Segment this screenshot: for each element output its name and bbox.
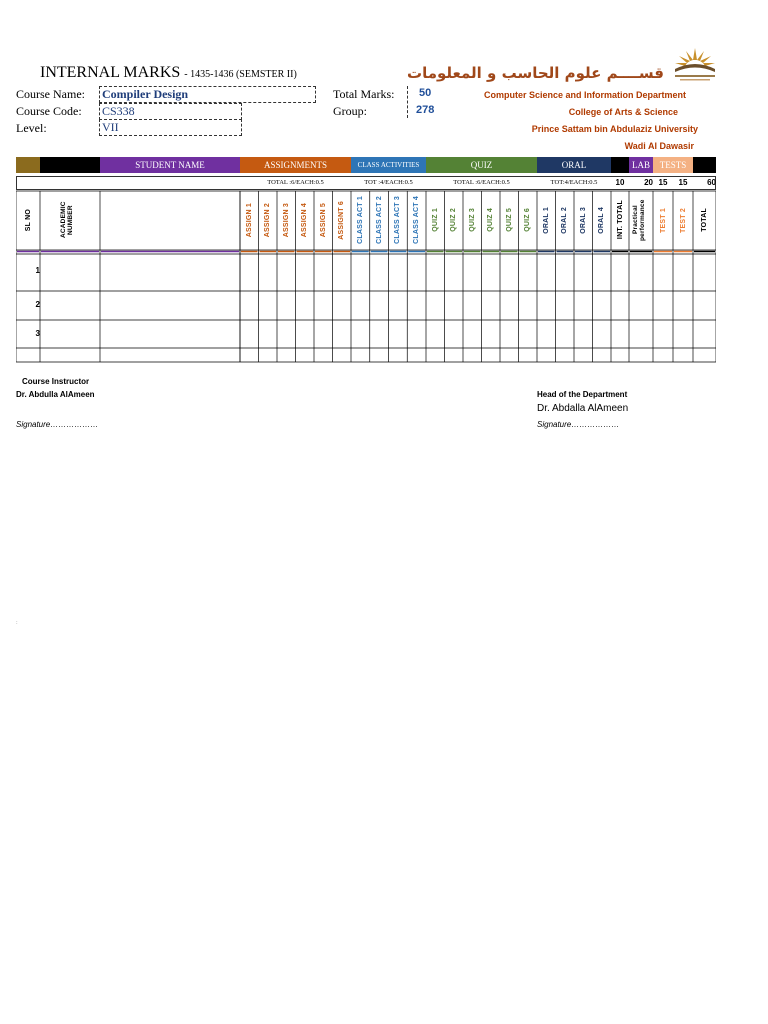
col-academic-number-label: ACADEMIC NUMBER: [60, 201, 74, 239]
col-heading: [673, 191, 693, 249]
level-value: VII: [102, 120, 119, 134]
header-tests: TESTS: [659, 160, 687, 170]
col-heading: [593, 191, 612, 249]
header-class-activities: CLASS ACTIVITIES: [357, 161, 420, 169]
col-heading-label: ORAL 4: [598, 206, 606, 234]
campus-name: Wadi Al Dawasir: [624, 141, 694, 151]
col-heading-label: TEST 2: [679, 207, 687, 233]
col-heading-label: ASSIGNT 6: [338, 200, 346, 240]
header-quiz: QUIZ: [470, 160, 493, 170]
page-title: [40, 64, 297, 82]
col-heading: [519, 191, 538, 249]
department-arabic: قســــم علوم الحاسب و المعلومات: [407, 64, 664, 82]
col-heading-label: QUIZ 2: [450, 208, 458, 232]
course-name-label: Course Name:: [16, 87, 85, 101]
header-student-name: STUDENT NAME: [135, 160, 205, 170]
col-heading-label: Practical performance: [632, 199, 646, 241]
col-heading-label: INT. TOTAL: [616, 200, 624, 240]
col-heading-label: QUIZ 1: [431, 208, 439, 232]
course-code-label: Course Code:: [16, 104, 82, 118]
total-marks-value: 50: [419, 87, 432, 99]
col-heading: [653, 191, 673, 249]
head-signature: Signature………………: [537, 420, 620, 429]
university-logo: [672, 44, 718, 84]
group-value: 278: [416, 104, 435, 116]
col-academic-number: [40, 191, 100, 249]
col-heading-label: CLASS ACT 4: [413, 196, 421, 244]
col-heading: [574, 191, 593, 249]
instructor-signature: Signature………………: [16, 420, 99, 429]
level-label: Level:: [16, 121, 47, 135]
header-assignments: ASSIGNMENTS: [263, 160, 327, 170]
col-heading-label: QUIZ 5: [505, 208, 513, 232]
col-heading-label: ASSIGN 1: [245, 202, 253, 238]
group-label: Group:: [333, 104, 367, 118]
col-heading: [611, 191, 629, 249]
col-heading-label: QUIZ 6: [524, 208, 532, 232]
col-heading: [556, 191, 575, 249]
col-heading: [296, 191, 315, 249]
col-heading: [370, 191, 389, 249]
col-heading-label: CLASS ACT 2: [375, 196, 383, 244]
row-number: 1: [35, 266, 40, 275]
col-sl-no-label: SL NO: [24, 208, 32, 232]
head-label: Head of the Department: [537, 390, 628, 399]
stray-mark: :: [16, 620, 18, 626]
quiz-total: TOTAL :6/EACH:0.5: [453, 179, 510, 186]
col-heading-label: ASSIGN 4: [301, 202, 309, 238]
col-heading-label: ORAL 2: [561, 206, 569, 234]
col-heading: [537, 191, 556, 249]
instructor-name: Dr. Abdulla AlAmeen: [16, 390, 95, 399]
col-heading-label: ORAL 3: [579, 206, 587, 234]
course-name-value: Compiler Design: [102, 87, 189, 101]
marks-table: [16, 157, 716, 363]
col-heading-label: QUIZ 3: [468, 208, 476, 232]
title-subtitle: - 1435-1436 (SEMSTER II): [184, 69, 297, 80]
header-oral: ORAL: [561, 160, 587, 170]
col-heading-label: ORAL 1: [542, 206, 550, 234]
class-activities-total: TOT :4/EACH:0.5: [364, 179, 413, 186]
total-max: 60: [707, 178, 716, 187]
col-heading: [426, 191, 445, 249]
col-heading: [500, 191, 519, 249]
col-heading-label: TOTAL: [701, 208, 708, 232]
col-heading: [629, 191, 653, 249]
row-number: 3: [35, 329, 40, 338]
col-heading: [389, 191, 408, 249]
level-box: [99, 119, 242, 136]
col-heading-label: TEST 1: [659, 207, 667, 233]
int-total-max: 10: [615, 178, 625, 187]
total-marks-label: Total Marks:: [333, 87, 395, 101]
practical-max: 20: [644, 178, 653, 187]
oral-total: TOT:4/EACH:0.5: [550, 179, 598, 186]
col-heading: [259, 191, 278, 249]
col-heading: [277, 191, 296, 249]
title-main: INTERNAL MARKS: [40, 64, 181, 81]
divider: [407, 86, 408, 118]
col-heading: [693, 191, 716, 249]
col-heading-label: ASSIGN 5: [319, 202, 327, 238]
col-heading: [482, 191, 501, 249]
col-heading-label: CLASS ACT 1: [356, 196, 364, 244]
col-heading-label: ASSIGN 3: [282, 202, 290, 238]
col-heading: [463, 191, 482, 249]
col-heading-label: ASSIGN 2: [264, 202, 272, 238]
col-heading: [240, 191, 259, 249]
row-number: 2: [35, 300, 40, 309]
col-heading: [314, 191, 333, 249]
head-name: Dr. Abdalla AlAmeen: [537, 403, 629, 414]
assignments-total: TOTAL :6/EACH:0.5: [267, 179, 324, 186]
course-code-value: CS338: [102, 104, 135, 118]
department-name: Computer Science and Information Department: [483, 90, 686, 100]
col-heading: [333, 191, 352, 249]
university-name: Prince Sattam bin Abdulaziz University: [531, 124, 698, 134]
test1-max: 15: [658, 178, 668, 187]
college-name: College of Arts & Science: [568, 107, 678, 117]
header-lab: LAB: [632, 160, 650, 170]
instructor-label: Course Instructor: [22, 377, 90, 386]
col-heading: [445, 191, 464, 249]
col-heading-label: CLASS ACT 3: [394, 196, 402, 244]
col-heading-label: QUIZ 4: [487, 208, 495, 232]
col-heading: [351, 191, 370, 249]
col-heading: [407, 191, 426, 249]
col-sl-no: [16, 191, 40, 249]
test2-max: 15: [678, 178, 688, 187]
